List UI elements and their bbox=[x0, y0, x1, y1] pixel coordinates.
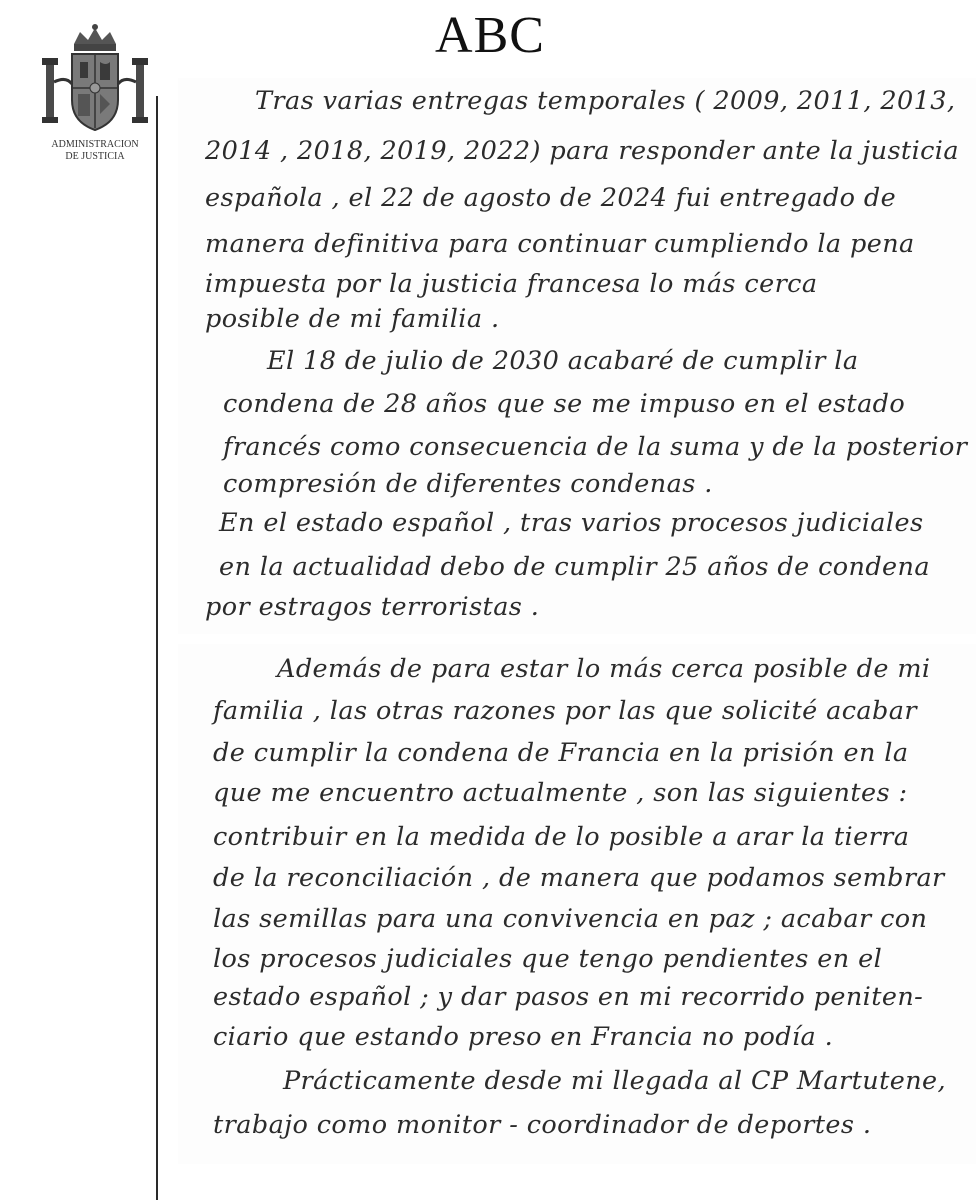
letter-line: de la reconciliación , de manera que podamos sembrar bbox=[213, 863, 945, 893]
letter-line: impuesta por la justicia francesa lo más cerca bbox=[205, 269, 818, 299]
letter-line: española , el 22 de agosto de 2024 fui entregado de bbox=[205, 183, 897, 213]
letter-line: familia , las otras razones por las que solicité acabar bbox=[213, 696, 917, 726]
letter-line: Además de para estar lo más cerca posible de mi bbox=[277, 654, 931, 684]
letter-line: que me encuentro actualmente , son las siguientes : bbox=[213, 778, 908, 808]
letter-line: El 18 de julio de 2030 acabaré de cumplir la bbox=[267, 346, 859, 376]
letter-line: 2014 , 2018, 2019, 2022) para responder ante la justicia bbox=[205, 136, 959, 166]
letter-line: trabajo como monitor - coordinador de deportes . bbox=[213, 1110, 872, 1140]
letter-line: compresión de diferentes condenas . bbox=[223, 469, 713, 499]
emblem-caption-line-1: ADMINISTRACION bbox=[51, 139, 139, 150]
letter-line: En el estado español , tras varios procesos judiciales bbox=[219, 508, 924, 538]
letter-line: estado español ; y dar pasos en mi recorrido peniten- bbox=[213, 982, 924, 1012]
margin-rule bbox=[156, 96, 158, 1200]
letter-line: en la actualidad debo de cumplir 25 años de condena bbox=[219, 552, 930, 582]
letter-line: francés como consecuencia de la suma y de la posterior bbox=[223, 432, 968, 462]
letter-line: posible de mi familia . bbox=[205, 304, 500, 334]
letter-line: las semillas para una convivencia en paz ; acabar con bbox=[213, 904, 928, 934]
emblem-caption-line-2: DE JUSTICIA bbox=[65, 151, 125, 162]
letter-line: de cumplir la condena de Francia en la prisión en la bbox=[213, 738, 909, 768]
letter-line: por estragos terroristas . bbox=[205, 592, 540, 622]
letter-line: los procesos judiciales que tengo pendientes en el bbox=[213, 944, 883, 974]
emblem-caption bbox=[34, 139, 156, 163]
letter-line: Prácticamente desde mi llegada al CP Martutene, bbox=[283, 1066, 947, 1096]
letter-line: contribuir en la medida de lo posible a arar la tierra bbox=[213, 822, 910, 852]
letter-line: Tras varias entregas temporales ( 2009, 2011, 2013, bbox=[255, 86, 956, 116]
letter-line: ciario que estando preso en Francia no podía . bbox=[213, 1022, 834, 1052]
letter-line: manera definitiva para continuar cumpliendo la pena bbox=[205, 229, 915, 259]
masthead: ABC bbox=[435, 7, 545, 64]
letter-line: condena de 28 años que se me impuso en el estado bbox=[223, 389, 906, 419]
